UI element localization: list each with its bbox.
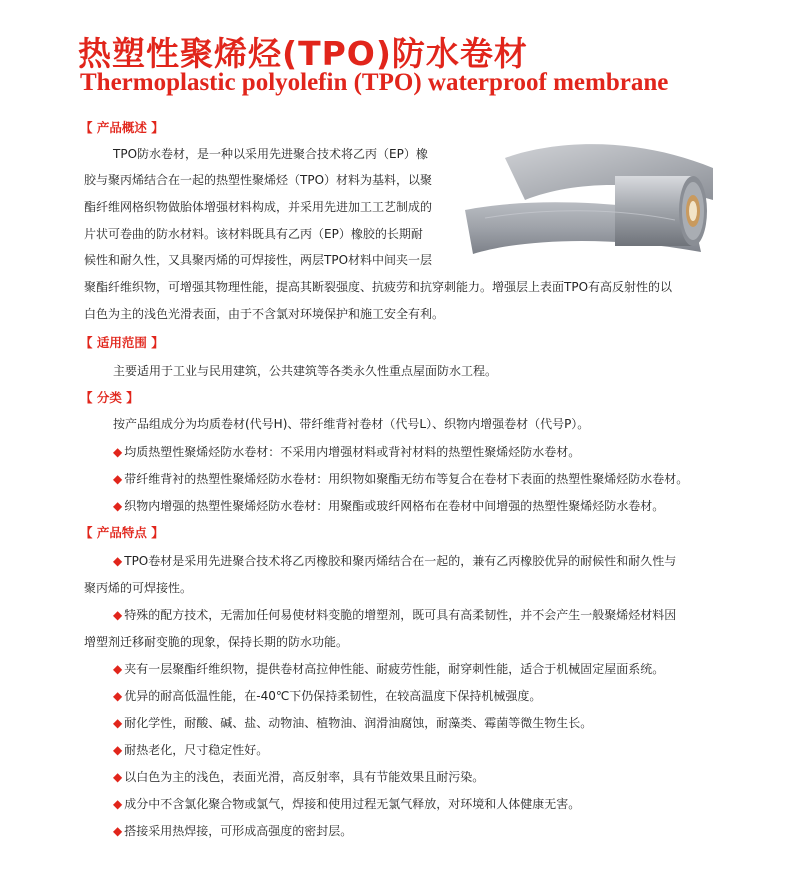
feature-item: ◆ 耐化学性，耐酸、碱、盐、动物油、植物油、润滑油腐蚀，耐藻类、霉菌等微生物生长。 <box>113 716 593 730</box>
classification-item: ◆ 均质热塑性聚烯烃防水卷材：不采用内增强材料或背衬材料的热塑性聚烯烃防水卷材。 <box>113 445 581 459</box>
classification-item: ◆ 织物内增强的热塑性聚烯烃防水卷材：用聚酯或玻纤网格布在卷材中间增强的热塑性聚烯烃防水卷材。 <box>113 499 665 513</box>
diamond-bullet-icon: ◆ <box>113 608 123 622</box>
feature-item: ◆ 搭接采用热焊接，可形成高强度的密封层。 <box>113 824 353 838</box>
page-title: 热塑性聚烯烃(TPO)防水卷材 <box>78 34 528 73</box>
classification-item: ◆ 带纤维背衬的热塑性聚烯烃防水卷材：用织物如聚酯无纺布等复合在卷材下表面的热塑性聚烯烃防水卷材。 <box>113 472 689 486</box>
diamond-bullet-icon: ◆ <box>113 716 123 730</box>
overview-line: TPO防水卷材，是一种以采用先进聚合技术将乙丙（EP）橡 <box>113 147 428 161</box>
diamond-bullet-icon: ◆ <box>113 445 123 459</box>
overview-line: 聚酯纤维织物，可增强其物理性能，提高其断裂强度、抗疲劳和抗穿刺能力。增强层上表面TPO有高反射性的以 <box>84 280 673 294</box>
overview-line: 酯纤维网格织物做胎体增强材料构成，并采用先进加工工艺制成的 <box>84 200 433 214</box>
feature-item: ◆ 耐热老化，尺寸稳定性好。 <box>113 743 269 757</box>
overview-heading: 【 产品概述 】 <box>80 120 164 135</box>
scope-heading: 【 适用范围 】 <box>80 335 164 350</box>
diamond-bullet-icon: ◆ <box>113 797 123 811</box>
diamond-bullet-icon: ◆ <box>113 662 123 676</box>
classification-heading: 【 分类 】 <box>80 390 139 405</box>
diamond-bullet-icon: ◆ <box>113 689 123 703</box>
feature-item: ◆ TPO卷材是采用先进聚合技术将乙丙橡胶和聚丙烯结合在一起的，兼有乙丙橡胶优异的耐候性和耐久性与 <box>113 554 677 568</box>
features-heading: 【 产品特点 】 <box>80 525 164 540</box>
classification-intro: 按产品组成分为均质卷材(代号H)、带纤维背衬卷材（代号L）、织物内增强卷材（代号P）。 <box>113 417 590 431</box>
feature-item: ◆ 成分中不含氯化聚合物或氯气，焊接和使用过程无氯气释放，对环境和人体健康无害。 <box>113 797 581 811</box>
diamond-bullet-icon: ◆ <box>113 472 123 486</box>
scope-text: 主要适用于工业与民用建筑，公共建筑等各类永久性重点屋面防水工程。 <box>113 364 498 378</box>
diamond-bullet-icon: ◆ <box>113 499 123 513</box>
overview-line: 候性和耐久性，又具聚丙烯的可焊接性，两层TPO材料中间夹一层 <box>84 253 433 267</box>
feature-item: ◆ 以白色为主的浅色，表面光滑，高反射率，具有节能效果且耐污染。 <box>113 770 485 784</box>
feature-item: ◆ 特殊的配方技术，无需加任何易使材料变脆的增塑剂，既可具有高柔韧性，并不会产生一般聚烯烃材料因 <box>113 608 677 622</box>
feature-item-continuation: 增塑剂迁移耐变脆的现象，保持长期的防水功能。 <box>84 635 349 649</box>
feature-item-continuation: 聚丙烯的可焊接性。 <box>84 581 193 595</box>
diamond-bullet-icon: ◆ <box>113 770 123 784</box>
membrane-roll-image <box>465 140 715 262</box>
overview-line: 片状可卷曲的防水材料。该材料既具有乙丙（EP）橡胶的长期耐 <box>84 227 423 241</box>
page-subtitle: Thermoplastic polyolefin (TPO) waterproof membrane <box>80 69 669 96</box>
feature-item: ◆ 优异的耐高低温性能，在-40℃下仍保持柔韧性，在较高温度下保持机械强度。 <box>113 689 542 703</box>
diamond-bullet-icon: ◆ <box>113 824 123 838</box>
overview-line: 白色为主的浅色光滑表面，由于不含氯对环境保护和施工安全有利。 <box>84 307 445 321</box>
diamond-bullet-icon: ◆ <box>113 554 123 568</box>
feature-item: ◆ 夹有一层聚酯纤维织物，提供卷材高拉伸性能、耐疲劳性能，耐穿刺性能，适合于机械固定屋面系统。 <box>113 662 665 676</box>
diamond-bullet-icon: ◆ <box>113 743 123 757</box>
overview-line: 胶与聚丙烯结合在一起的热塑性聚烯烃（TPO）材料为基料，以聚 <box>84 173 433 187</box>
